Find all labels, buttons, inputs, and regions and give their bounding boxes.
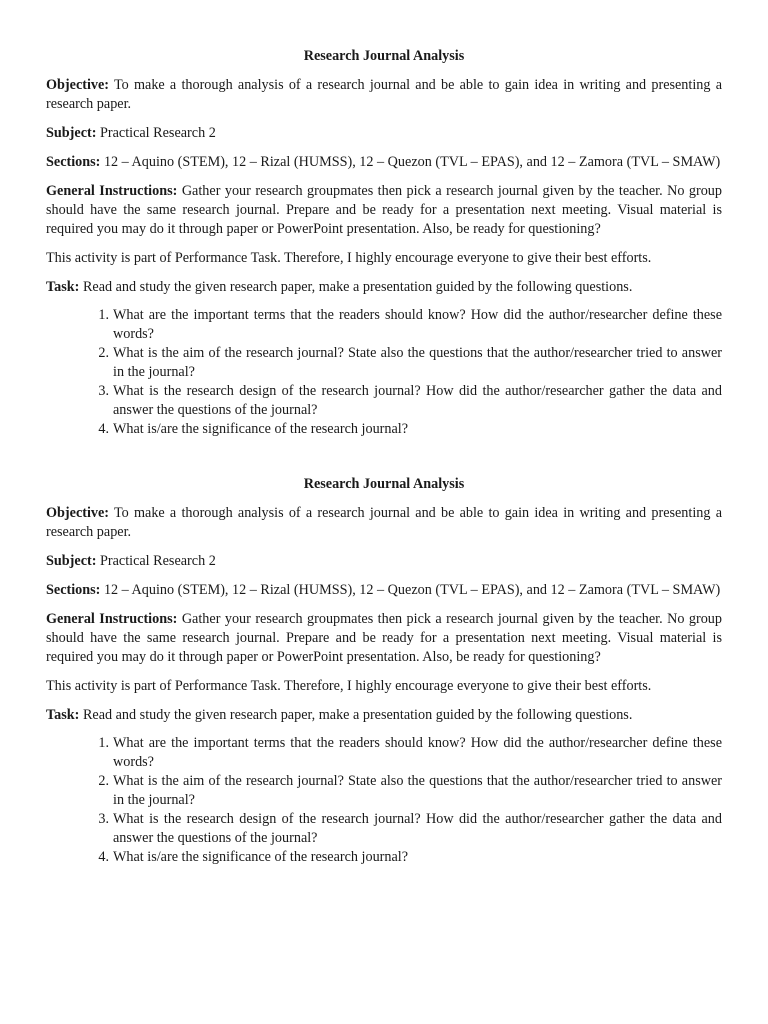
subject-label: Subject: <box>46 553 97 569</box>
question-number: 4. <box>98 421 109 437</box>
sections-text: 12 – Aquino (STEM), 12 – Rizal (HUMSS), 12 – Quezon (TVL – EPAS), and 12 – Zamora (TVL – SMAW) <box>103 582 721 598</box>
instructions-paragraph <box>46 610 722 667</box>
sections-text: 12 – Aquino (STEM), 12 – Rizal (HUMSS), 12 – Quezon (TVL – EPAS), and 12 – Zamora (TVL – SMAW) <box>103 154 721 170</box>
question-list <box>46 306 722 439</box>
sections-paragraph <box>46 153 722 172</box>
question-text: What is the research design of the research journal? How did the author/researcher gather the data and answer the questions of the journal? <box>113 383 722 418</box>
question-list <box>46 734 722 867</box>
question-text: What is/are the significance of the research journal? <box>113 849 409 865</box>
instructions-paragraph <box>46 182 722 239</box>
instructions-label: General Instructions: <box>46 611 178 627</box>
question-item <box>98 772 722 810</box>
question-number: 1. <box>98 307 109 323</box>
document-title: Research Journal Analysis <box>303 476 465 492</box>
subject-paragraph <box>46 552 722 571</box>
activity-sheet-2 <box>46 475 722 867</box>
activity-sheet-1 <box>46 47 722 439</box>
performance-task-note: This activity is part of Performance Task. Therefore, I highly encourage everyone to give their best efforts. <box>46 250 652 266</box>
sections-label: Sections: <box>46 154 101 170</box>
question-text: What is the aim of the research journal? State also the questions that the author/researcher tried to answer in the journal? <box>113 773 722 808</box>
subject-paragraph <box>46 124 722 143</box>
question-number: 2. <box>98 345 109 361</box>
question-text: What is the aim of the research journal? State also the questions that the author/researcher tried to answer in the journal? <box>113 345 722 380</box>
task-text: Read and study the given research paper, make a presentation guided by the following questions. <box>82 279 633 295</box>
question-number: 2. <box>98 773 109 789</box>
question-item <box>98 734 722 772</box>
question-item <box>98 306 722 344</box>
task-label: Task: <box>46 707 80 723</box>
subject-text: Practical Research 2 <box>100 553 216 569</box>
question-text: What are the important terms that the readers should know? How did the author/researcher define these words? <box>113 735 722 770</box>
question-text: What are the important terms that the readers should know? How did the author/researcher define these words? <box>113 307 722 342</box>
performance-task-note: This activity is part of Performance Task. Therefore, I highly encourage everyone to give their best efforts. <box>46 678 652 694</box>
objective-text: To make a thorough analysis of a research journal and be able to gain idea in writing and presenting a research paper. <box>46 77 722 112</box>
subject-text: Practical Research 2 <box>100 125 216 141</box>
question-item <box>98 344 722 382</box>
subject-label: Subject: <box>46 125 97 141</box>
task-paragraph <box>46 278 722 297</box>
task-label: Task: <box>46 279 80 295</box>
instructions-label: General Instructions: <box>46 183 178 199</box>
objective-label: Objective: <box>46 505 110 521</box>
question-item <box>98 382 722 420</box>
objective-paragraph <box>46 76 722 114</box>
sections-paragraph <box>46 581 722 600</box>
instructions-text: Gather your research groupmates then pick a research journal given by the teacher. No group should have the same research journal. Prepare and be ready for a presentation next meeting. Visual material is required you may do it through paper or PowerPoint presentation. Also, be ready for questioning? <box>46 611 722 665</box>
question-text: What is/are the significance of the research journal? <box>113 421 409 437</box>
question-item <box>98 810 722 848</box>
sections-label: Sections: <box>46 582 101 598</box>
question-number: 3. <box>98 811 109 827</box>
instructions-text: Gather your research groupmates then pick a research journal given by the teacher. No group should have the same research journal. Prepare and be ready for a presentation next meeting. Visual material is required you may do it through paper or PowerPoint presentation. Also, be ready for questioning? <box>46 183 722 237</box>
question-item <box>98 420 722 439</box>
task-text: Read and study the given research paper, make a presentation guided by the following questions. <box>82 707 633 723</box>
task-paragraph <box>46 706 722 725</box>
document-title: Research Journal Analysis <box>303 48 465 64</box>
question-number: 4. <box>98 849 109 865</box>
objective-paragraph <box>46 504 722 542</box>
objective-text: To make a thorough analysis of a research journal and be able to gain idea in writing and presenting a research paper. <box>46 505 722 540</box>
question-number: 3. <box>98 383 109 399</box>
objective-label: Objective: <box>46 77 110 93</box>
question-text: What is the research design of the research journal? How did the author/researcher gather the data and answer the questions of the journal? <box>113 811 722 846</box>
question-item <box>98 848 722 867</box>
question-number: 1. <box>98 735 109 751</box>
